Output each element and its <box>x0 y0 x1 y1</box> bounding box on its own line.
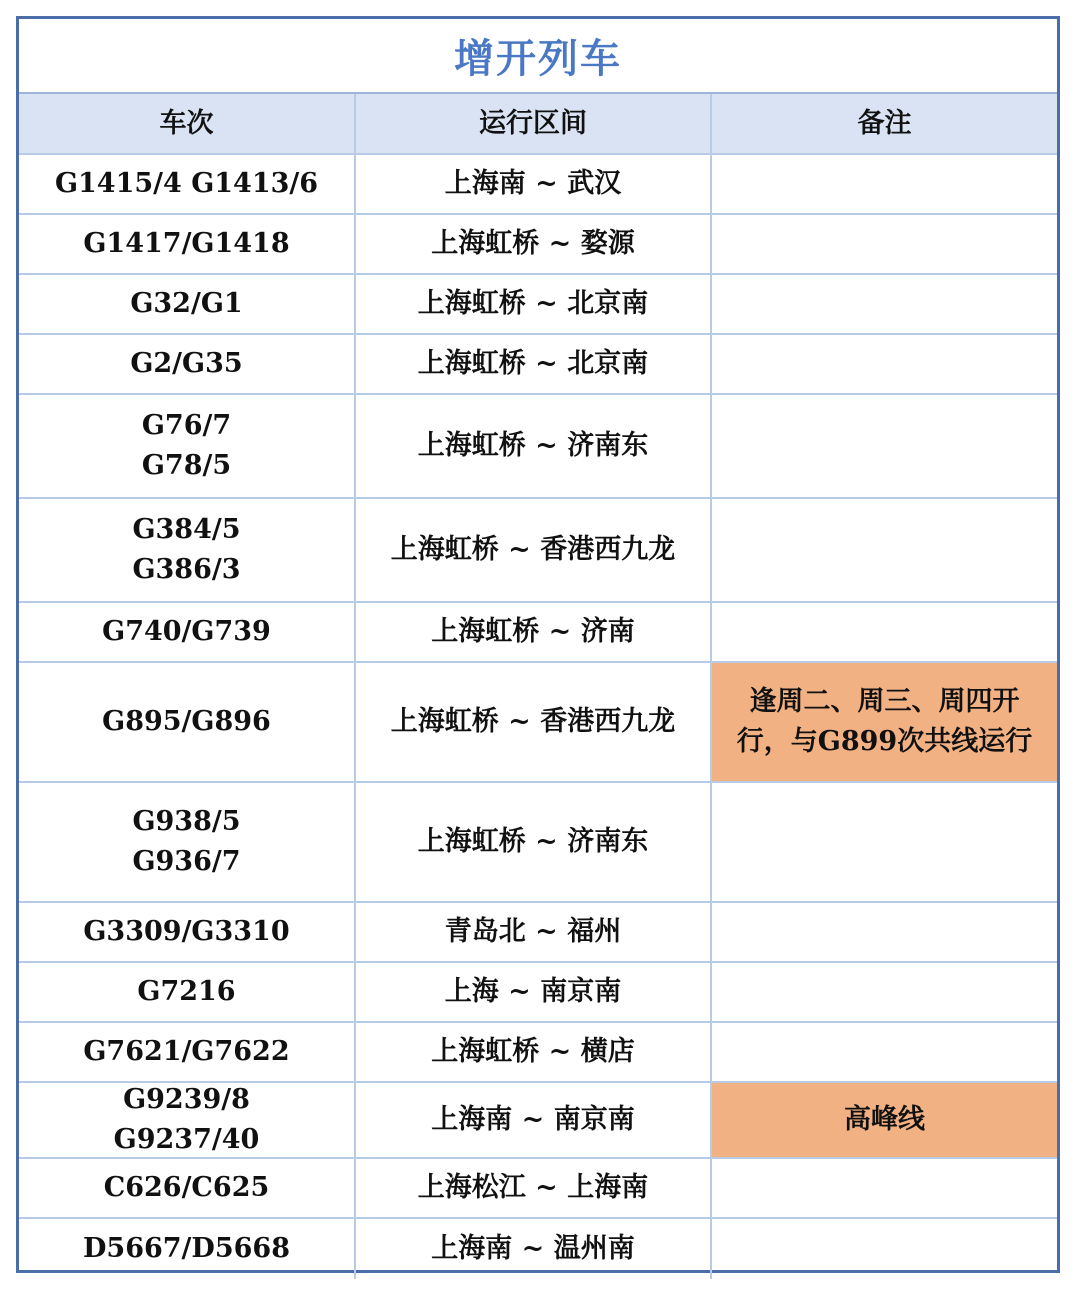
train-no-text: G895/G896 <box>102 706 271 737</box>
route-cell: 上海虹桥 ~ 横店 <box>356 1023 712 1083</box>
note-cell <box>712 499 1057 603</box>
note-cell <box>712 275 1057 335</box>
header-note: 备注 <box>712 94 1057 155</box>
note-cell <box>712 335 1057 395</box>
train-no-cell <box>19 499 356 603</box>
note-cell <box>712 963 1057 1023</box>
train-no-text: G78/5 <box>141 450 232 481</box>
train-no-text: G384/5 <box>132 514 241 545</box>
note-cell <box>712 1219 1057 1279</box>
route-cell: 上海南 ~ 温州南 <box>356 1219 712 1279</box>
train-no-text: G740/G739 <box>102 616 271 647</box>
train-no-cell <box>19 1023 356 1083</box>
table-grid <box>19 94 1057 1279</box>
train-no-cell <box>19 603 356 663</box>
note-cell <box>712 1023 1057 1083</box>
train-no-cell <box>19 783 356 903</box>
train-no-text: G3309/G3310 <box>83 916 290 947</box>
note-cell <box>712 603 1057 663</box>
train-no-text: C626/C625 <box>103 1172 270 1203</box>
train-no-text: G9237/40 <box>113 1124 260 1155</box>
note-cell <box>712 215 1057 275</box>
train-no-text: G32/G1 <box>130 288 243 319</box>
route-cell: 上海南 ~ 武汉 <box>356 155 712 215</box>
train-no-text: G1415/4 G1413/6 <box>54 168 319 199</box>
train-no-cell <box>19 215 356 275</box>
route-cell: 上海虹桥 ~ 济南东 <box>356 395 712 499</box>
train-no-text: G7216 <box>137 976 236 1007</box>
train-no-text: D5667/D5668 <box>83 1233 290 1264</box>
route-cell: 上海松江 ~ 上海南 <box>356 1159 712 1219</box>
train-no-cell <box>19 1219 356 1279</box>
train-no-text: G386/3 <box>132 554 241 585</box>
route-cell: 上海 ~ 南京南 <box>356 963 712 1023</box>
route-cell: 上海虹桥 ~ 济南东 <box>356 783 712 903</box>
route-cell: 上海虹桥 ~ 北京南 <box>356 335 712 395</box>
note-cell: 逢周二、周三、周四开行，与G899次共线运行 <box>712 663 1057 783</box>
route-cell: 上海南 ~ 南京南 <box>356 1083 712 1159</box>
train-no-cell <box>19 395 356 499</box>
header-train-no: 车次 <box>19 94 356 155</box>
note-cell <box>712 1159 1057 1219</box>
train-no-text: G2/G35 <box>130 348 243 379</box>
route-cell: 上海虹桥 ~ 婺源 <box>356 215 712 275</box>
train-no-cell <box>19 963 356 1023</box>
train-no-cell <box>19 155 356 215</box>
train-no-text: G938/5 <box>132 806 241 837</box>
route-cell: 上海虹桥 ~ 北京南 <box>356 275 712 335</box>
train-no-text: G1417/G1418 <box>83 228 290 259</box>
route-cell: 上海虹桥 ~ 香港西九龙 <box>356 663 712 783</box>
header-route: 运行区间 <box>356 94 712 155</box>
route-cell: 青岛北 ~ 福州 <box>356 903 712 963</box>
train-no-text: G936/7 <box>132 846 241 877</box>
train-no-text: G9239/8 <box>123 1084 250 1115</box>
note-cell <box>712 903 1057 963</box>
train-no-cell <box>19 1083 356 1159</box>
train-table <box>16 16 1060 1273</box>
note-cell <box>712 395 1057 499</box>
note-cell: 高峰线 <box>712 1083 1057 1159</box>
train-no-cell <box>19 275 356 335</box>
train-no-cell <box>19 903 356 963</box>
route-cell: 上海虹桥 ~ 香港西九龙 <box>356 499 712 603</box>
note-cell <box>712 783 1057 903</box>
train-no-cell <box>19 335 356 395</box>
table-title: 增开列车 <box>19 19 1057 94</box>
route-cell: 上海虹桥 ~ 济南 <box>356 603 712 663</box>
note-cell <box>712 155 1057 215</box>
train-no-text: G7621/G7622 <box>83 1036 290 1067</box>
train-no-text: G76/7 <box>141 410 232 441</box>
train-no-cell <box>19 1159 356 1219</box>
train-no-cell <box>19 663 356 783</box>
